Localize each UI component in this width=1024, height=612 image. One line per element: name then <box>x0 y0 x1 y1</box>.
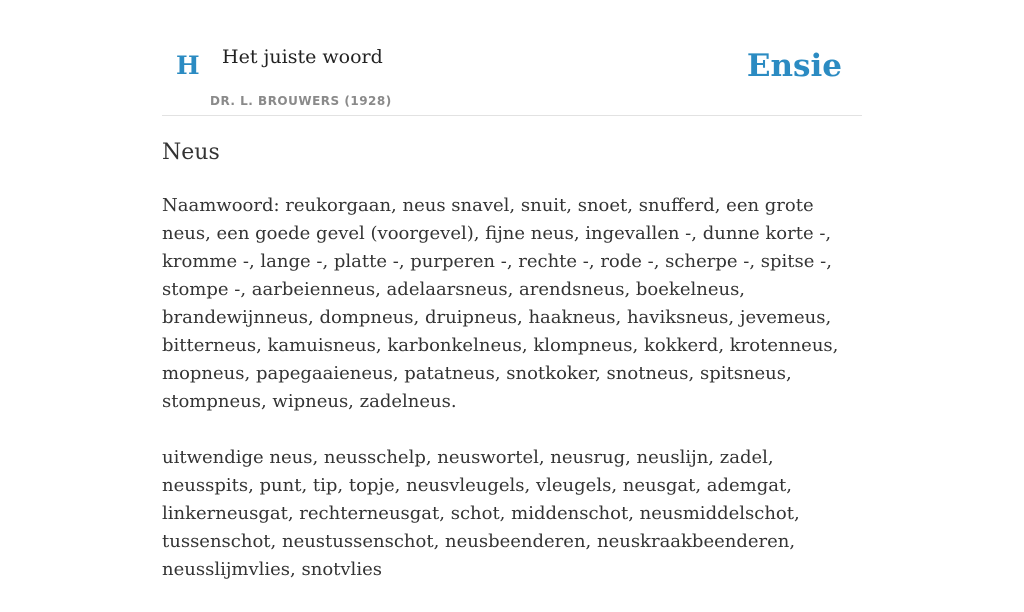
book-header <box>162 0 862 116</box>
ensie-logo-link[interactable]: Ensie <box>746 48 842 84</box>
book-title-link[interactable]: Het juiste woord <box>222 46 383 68</box>
entry-paragraph: Naamwoord: reukorgaan, neus snavel, snuit, snoet, snufferd, een grote neus, een goede gevel (voorgevel), fijne neus, ingevallen -, dunne korte -, kromme -, lange -, platte -, purperen -, rechte -, rode -, scherpe -, spitse -, stompe -, aarbeienneus, adelaarsneus, arendsneus, boekelneus, brandewijnneus, dompneus, druipneus, haakneus, haviksneus, jevemeus, bitterneus, kamuisneus, karbonkelneus, klompneus, kokkerd, krotenneus, mopneus, papegaaieneus, patatneus, snotkoker, snotneus, spitsneus, stompneus, wipneus, zadelneus. <box>162 195 839 412</box>
entry-title: Neus <box>162 140 220 165</box>
entry-paragraph: uitwendige neus, neusschelp, neuswortel, neusrug, neuslijn, zadel, neusspits, punt, tip, topje, neusvleugels, vleugels, neusgat, ademgat, linkerneusgat, rechterneusgat, schot, middenschot, neusmiddelschot, tussenschot, neustussenschot, neusbeenderen, neuskraakbeenderen, neusslijmvlies, snotvlies <box>162 447 800 580</box>
book-author: DR. L. BROUWERS (1928) <box>210 94 392 108</box>
page-container <box>162 0 862 580</box>
book-logo-icon[interactable]: H <box>176 51 200 80</box>
entry-body <box>162 192 862 612</box>
